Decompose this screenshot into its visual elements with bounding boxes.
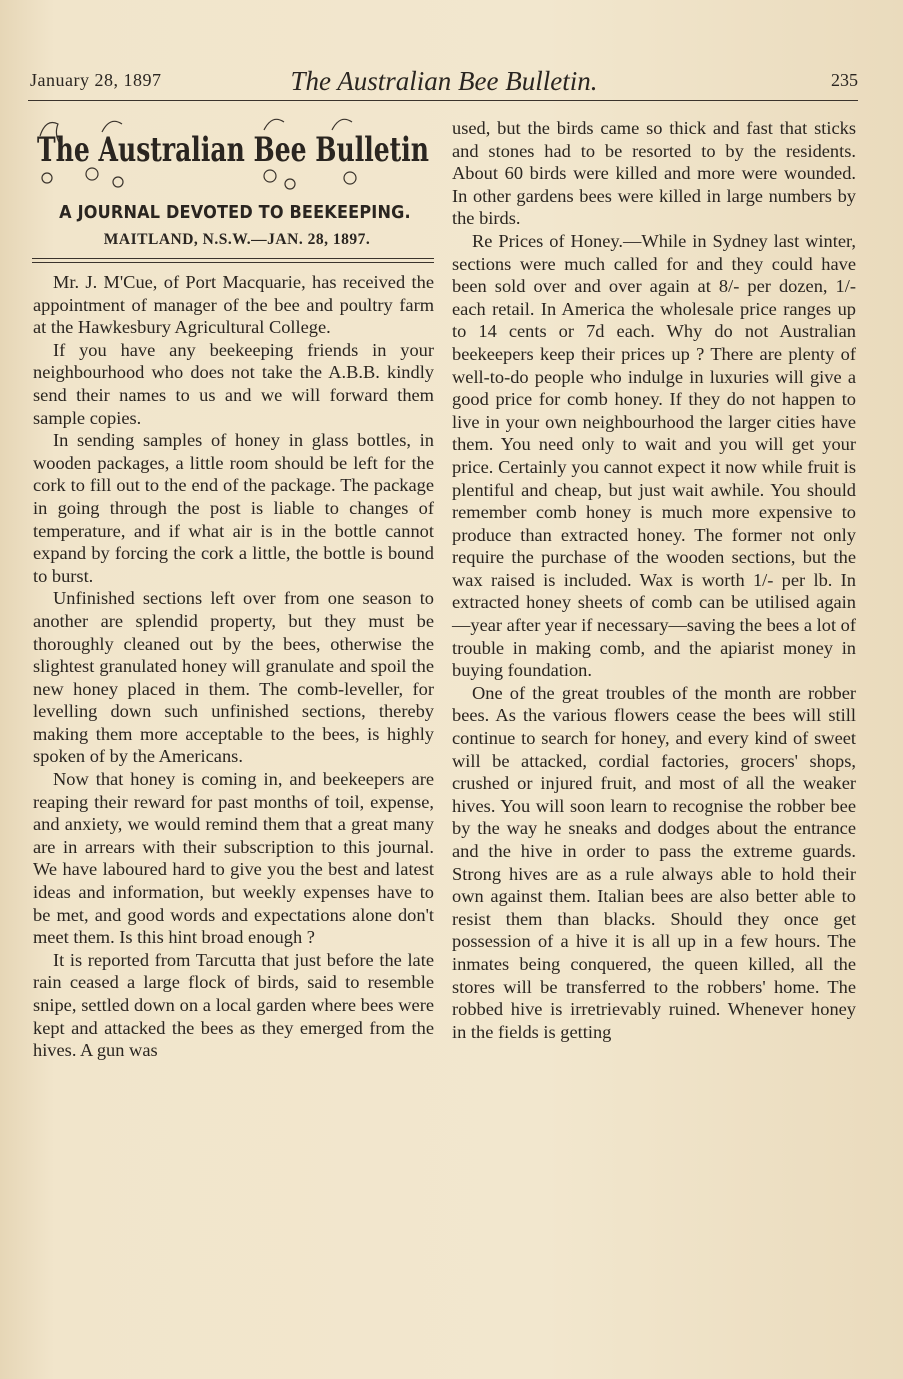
paragraph: Now that honey is coming in, and beekeepers are reaping their reward for past months of toil, expense, and anxiety, we would remind them that a great many are in arrears with their subscription to this journal. We have laboured hard to give you the best and latest ideas and information, but weekly expenses have to be met, and good words and expectations alone don't meet them. Is this hint broad enough ? [33, 769, 434, 948]
masthead-blackletter-logo [32, 106, 434, 194]
issue-date: January 28, 1897 [30, 70, 162, 90]
masthead-dateline: MAITLAND, N.S.W.—JAN. 28, 1897. [103, 231, 371, 248]
masthead [32, 106, 434, 266]
page-number: 235 [831, 70, 858, 90]
paragraph: Mr. J. M'Cue, of Port Macquarie, has received the appointment of manager of the bee and poultry farm at the Hawkesbury Agricultural College. [33, 272, 434, 338]
masthead-rule [32, 262, 434, 263]
paragraph-continuation: used, but the birds came so thick and fast that sticks and stones had to be resorted to by the residents. About 60 birds were killed and more were wounded. In other gardens bees were killed in large numbers by the birds. [452, 118, 856, 229]
left-column [33, 271, 434, 1062]
paragraph: If you have any beekeeping friends in your neighbourhood who does not take the A.B.B. kindly send their names to us and we will forward them sample copies. [33, 339, 434, 428]
paragraph: One of the great troubles of the month are robber bees. As the various flowers cease the bees will still continue to search for honey, and every kind of sweet will be attacked, cordial factories, grocers' shops, crushed or injured fruit, and most of all the weaker hives. You will soon learn to recognise the robber bee by the way he sneaks and dodges about the entrance and the hive in order to pass the extreme guards. Strong hives are as a rule always able to hold their own against them. Italian bees are also better able to resist them than blacks. Should they once get possession of a hive it is all up in a few hours. The inmates being conquered, the queen killed, all the stores will be transferred to the robbers' home. The robbed hive is irretrievably ruined. Whenever honey in the fields is getting [452, 682, 856, 1042]
paragraph: Unfinished sections left over from one season to another are splendid property, but they must be thoroughly cleaned out by the bees, otherwise the slightest granulated honey will granulate and spoil the new honey placed in them. The comb-leveller, for levelling down such unfinished sections, thereby making them more acceptable to the bees, is highly spoken of by the Americans. [33, 588, 434, 767]
masthead-title-text: The Australian Bee Bulletin [37, 130, 429, 170]
masthead-rule [32, 258, 434, 259]
paragraph: In sending samples of honey in glass bottles, in wooden packages, a little room should be left for the cork to fill out to the end of the package. The package in going through the post is liable to changes of temperature, and if what air is in the bottle cannot expand by forcing the cork a little, the bottle is bound to burst. [33, 430, 434, 586]
journal-title: The Australian Bee Bulletin. [290, 66, 598, 96]
paragraph: It is reported from Tarcutta that just before the late rain ceased a large flock of birds, said to resemble snipe, settled down on a local garden where bees were kept and attacked the bees as they emerged from the hives. A gun was [33, 949, 434, 1061]
paragraph: Re Prices of Honey.—While in Sydney last winter, sections were much called for and they could have been sold over and over again at 8/- per dozen, 1/- each retail. In America the wholesale price ranges up to 14 cents or 7d each. Why do not Australian beekeepers keep their prices up ? There are plenty of well-to-do people who indulge in luxuries will give a good price for comb honey. If they do not happen to live in your own neighbourhood the larger cities have them. You need only to wait and you will get your price. Certainly you cannot expect it now while fruit is plentiful and cheap, but just wait awhile. You should remember comb honey is much more expensive to produce than extracted honey. The former not only require the purchase of the wooden sections, but the wax raised is included. Wax is worth 1/- per lb. In extracted honey sheets of comb can be utilised again—year after year if necessary—saving the bees a lot of trouble in making comb, and the apiarist money in buying foundation. [452, 230, 856, 681]
right-column [452, 117, 856, 1043]
masthead-tagline: A JOURNAL DEVOTED TO BEEKEEPING. [59, 203, 411, 223]
running-head [30, 66, 858, 100]
header-rule [28, 100, 858, 101]
